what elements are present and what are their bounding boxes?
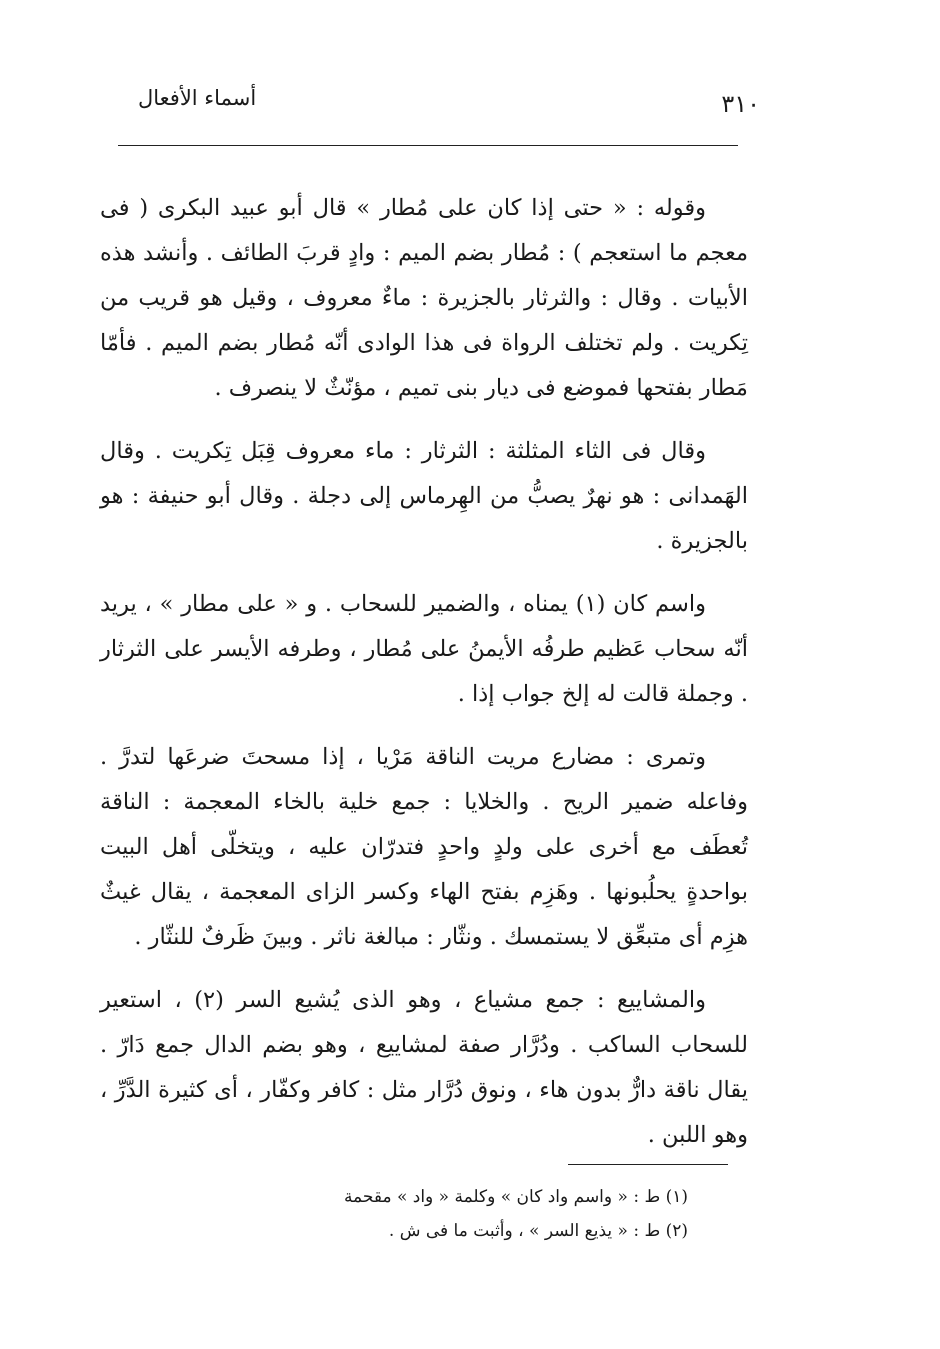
- footnote-rule: [568, 1164, 728, 1165]
- main-text: [100, 186, 748, 1158]
- paragraph-tharthar: وقال فى الثاء المثلثة : الثرثار : ماء معروف قِبَل تِكريت . وقال الهَمدانى : هو نهرٌ يصبُّ من الهِرماس إلى دجلة . وقال أبو حنيفة : هو بالجزيرة .: [100, 438, 748, 554]
- footnote-1: (١) ط : « واسم واد كان » وكلمة « واد » مقحمة: [343, 1187, 688, 1207]
- paragraph-ism-kana: واسم كان (١) يمناه ، والضمير للسحاب . و « على مطار » ، يريد أنّه سحاب عَظيم طرفُه الأيمنُ على مُطار ، وطرفه الأيسر على الثرثار . وجملة قالت له إلخ جواب إذا .: [100, 591, 748, 707]
- header-rule: [118, 145, 738, 146]
- page-number: ٣١٠: [721, 90, 760, 118]
- paragraph-tamri: وتمرى : مضارع مريت الناقة مَرْيا ، إذا مسحتَ ضرعَها لتدرَّ . وفاعله ضمير الريح . والخلايا : جمع خلية بالخاء المعجمة : الناقة تُعطَف مع أخرى على ولدٍ واحدٍ فتدرّان عليه ، ويتخلّى أهل البيت بواحدةٍ يحلُبونها . وهَزِم بفتح الهاء وكسر الزاى المعجمة ، يقال غيثٌ هزِم أى متبعِّق لا يستمسك . ونثّار : مبالغة ناثر . وبينَ ظَرفٌ للنثّار .: [100, 744, 748, 950]
- footnotes: [300, 1180, 688, 1248]
- running-title: أسماء الأفعال: [138, 86, 257, 110]
- footnote-2: (٢) ط : « يذيع السر » ، وأثبت ما فى ش .: [388, 1221, 688, 1241]
- paragraph-mashayi: والمشاييع : جمع مشياع ، وهو الذى يُشيع السر (٢) ، استعير للسحاب الساكب . ودُرَّار صفة لمشاييع ، وهو بضم الدال جمع دَارّ . يقال ناقة دارٌّ بدون هاء ، ونوق دُرَّار مثل : كافر وكفّار ، أى كثيرة الدَّرِّ ، وهو اللبن .: [100, 987, 748, 1148]
- paragraph-mutar: وقوله : « حتى إذا كان على مُطار » قال أبو عبيد البكرى ( فى معجم ما استعجم ) : مُطار بضم الميم : وادٍ قربَ الطائف . وأنشد هذه الأبيات . وقال : والثرثار بالجزيرة : ماءٌ معروف ، وقيل هو قريب من تِكريت . ولم تختلف الرواة فى هذا الوادى أنّه مُطار بضم الميم . فأمّا مَطار بفتحها فموضع فى ديار بنى تميم ، مؤنّثٌ لا ينصرف .: [100, 195, 748, 401]
